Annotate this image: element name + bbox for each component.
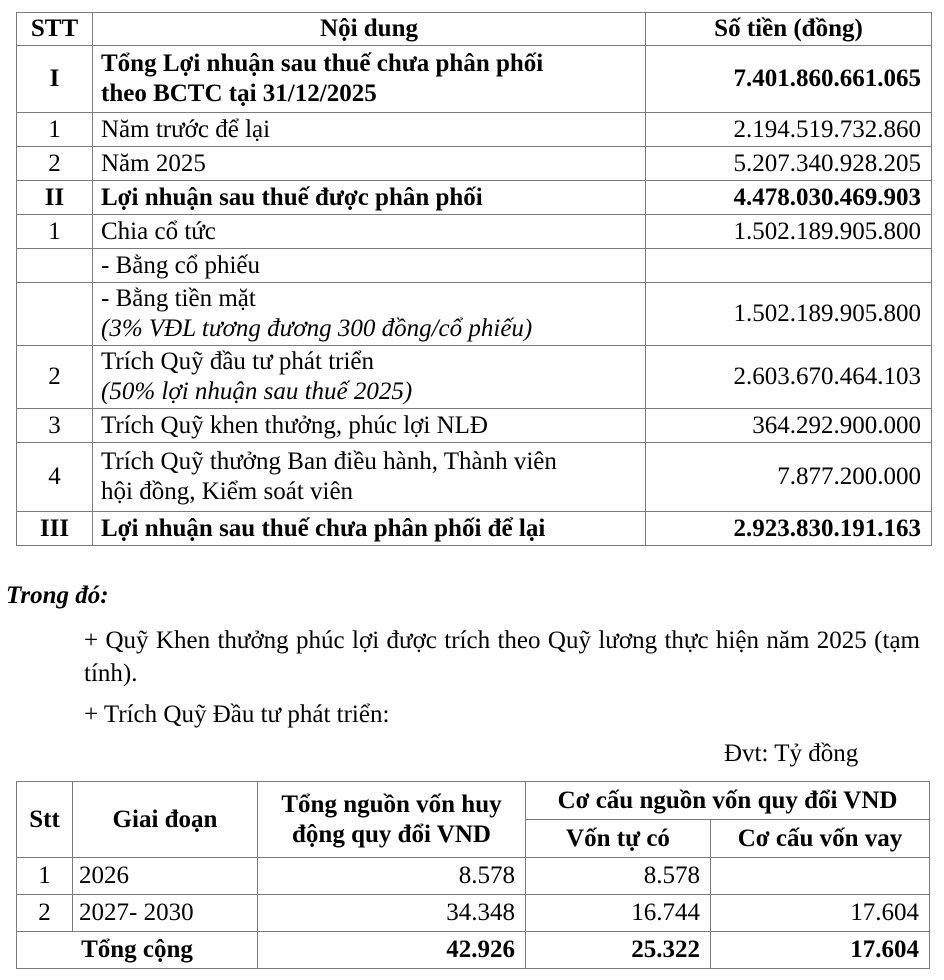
row-amount: 1.502.189.905.800 — [646, 215, 932, 249]
row-content — [93, 46, 646, 113]
table-row — [17, 283, 932, 346]
table-row — [17, 346, 932, 409]
table-header-row — [17, 782, 930, 820]
table-row — [17, 215, 932, 249]
header-amount: Số tiền (đồng) — [646, 13, 932, 46]
row-stt — [17, 249, 93, 283]
row-stt: 1 — [17, 215, 93, 249]
table-header-row — [17, 13, 932, 46]
row-stt: 2 — [17, 147, 93, 181]
row-stt: 1 — [17, 113, 93, 147]
row-amount: 5.207.340.928.205 — [646, 147, 932, 181]
header-loan-capital: Cơ cấu vốn vay — [711, 820, 930, 858]
header-total-capital: Tổng nguồn vốn huy động quy đổi VND — [258, 782, 526, 858]
row-content — [93, 283, 646, 346]
row-total: 34.348 — [258, 895, 526, 932]
row-content: Lợi nhuận sau thuế được phân phối — [93, 181, 646, 215]
row-amount: 2.923.830.191.163 — [646, 512, 932, 546]
row-stt: I — [17, 46, 93, 113]
table-row — [17, 46, 932, 113]
row-loan — [711, 858, 930, 895]
row-stt — [17, 283, 93, 346]
row-total: 8.578 — [258, 858, 526, 895]
row-amount: 2.603.670.464.103 — [646, 346, 932, 409]
row-content: Năm 2025 — [93, 147, 646, 181]
row-amount — [646, 249, 932, 283]
row-content-line: Trích Quỹ thưởng Ban điều hành, Thành viên — [101, 448, 557, 475]
totals-loan: 17.604 — [711, 932, 930, 969]
row-amount: 4.478.030.469.903 — [646, 181, 932, 215]
row-stt: 2 — [17, 895, 73, 932]
row-content: - Bằng cổ phiếu — [93, 249, 646, 283]
header-stt: Stt — [17, 782, 73, 858]
row-content-line: hội đồng, Kiểm soát viên — [101, 478, 354, 505]
totals-row — [17, 932, 930, 969]
row-amount: 7.401.860.661.065 — [646, 46, 932, 113]
row-stt: III — [17, 512, 93, 546]
header-capital-structure: Cơ cấu nguồn vốn quy đổi VND — [526, 782, 930, 820]
row-content: Chia cổ tức — [93, 215, 646, 249]
row-note: (50% lợi nhuận sau thuế 2025) — [101, 378, 413, 405]
row-stt: 2 — [17, 346, 93, 409]
row-content-line: - Bằng tiền mặt — [101, 285, 256, 312]
row-content-line: Tổng Lợi nhuận sau thuế chưa phân phối — [101, 50, 544, 77]
row-stt: 3 — [17, 409, 93, 443]
totals-total: 42.926 — [258, 932, 526, 969]
row-content: Năm trước để lại — [93, 113, 646, 147]
table-row — [17, 895, 930, 932]
note-paragraph-investment-fund: + Trích Quỹ Đầu tư phát triển: — [84, 701, 390, 728]
header-stt: STT — [17, 13, 93, 46]
row-content — [93, 443, 646, 512]
investment-capital-table — [16, 781, 930, 969]
row-amount: 364.292.900.000 — [646, 409, 932, 443]
row-content-line: theo BCTC tại 31/12/2025 — [101, 80, 377, 107]
row-amount: 7.877.200.000 — [646, 443, 932, 512]
table-row — [17, 858, 930, 895]
row-content-line: Trích Quỹ đầu tư phát triển — [101, 348, 375, 375]
row-stt: 4 — [17, 443, 93, 512]
row-own: 8.578 — [526, 858, 711, 895]
header-period: Giai đoạn — [73, 782, 258, 858]
row-own: 16.744 — [526, 895, 711, 932]
header-own-capital: Vốn tự có — [526, 820, 711, 858]
row-note: (3% VĐL tương đương 300 đồng/cổ phiếu) — [101, 315, 533, 342]
profit-distribution-table — [16, 12, 932, 546]
row-content: Trích Quỹ khen thưởng, phúc lợi NLĐ — [93, 409, 646, 443]
row-period: 2027- 2030 — [73, 895, 258, 932]
row-stt: II — [17, 181, 93, 215]
totals-own: 25.322 — [526, 932, 711, 969]
row-loan: 17.604 — [711, 895, 930, 932]
totals-label: Tổng cộng — [17, 932, 258, 969]
unit-label: Đvt: Tỷ đồng — [724, 740, 859, 767]
note-paragraph-bonus-fund: + Quỹ Khen thưởng phúc lợi được trích theo Quỹ lương thực hiện năm 2025 (tạm tính). — [84, 627, 920, 687]
table-row — [17, 443, 932, 512]
row-period: 2026 — [73, 858, 258, 895]
table-row — [17, 181, 932, 215]
table-row — [17, 512, 932, 546]
table-row — [17, 249, 932, 283]
notes-heading: Trong đó: — [6, 582, 109, 609]
row-content — [93, 346, 646, 409]
row-amount: 1.502.189.905.800 — [646, 283, 932, 346]
row-amount: 2.194.519.732.860 — [646, 113, 932, 147]
table-row — [17, 113, 932, 147]
row-content: Lợi nhuận sau thuế chưa phân phối để lại — [93, 512, 646, 546]
header-content: Nội dung — [93, 13, 646, 46]
table-row — [17, 409, 932, 443]
table-row — [17, 147, 932, 181]
row-stt: 1 — [17, 858, 73, 895]
